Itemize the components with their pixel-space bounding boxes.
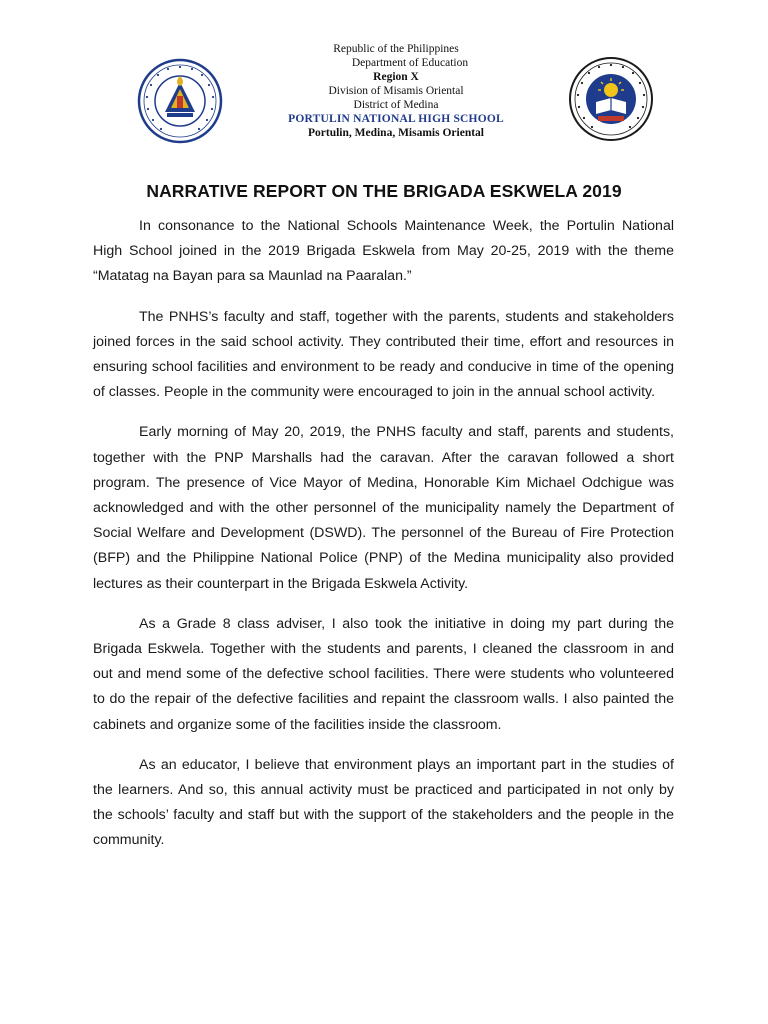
report-body bbox=[93, 214, 674, 869]
paragraph-2: The PNHS’s faculty and staff, together with the parents, students and stakeholders joined forces in the said school activity. They contributed their time, effort and resources in ensuring school facilities and environment to be ready and conducive in time of the opening of classes. People in the community were encouraged to join in the annual school activity. bbox=[93, 308, 674, 401]
deped-seal-graphic bbox=[568, 56, 654, 142]
school-seal-icon bbox=[137, 58, 223, 144]
header-republic: Republic of the Philippines bbox=[333, 43, 459, 55]
header-school-address: Portulin, Medina, Misamis Oriental bbox=[307, 127, 484, 139]
letterhead-text bbox=[234, 42, 558, 140]
paragraph-5: As an educator, I believe that environment plays an important part in the studies of the learners. And so, this annual activity must be practiced and participated in not only by the schools’ faculty and staff but with the support of the stakeholders and the people in the community. bbox=[93, 756, 674, 849]
deped-seal-icon bbox=[568, 56, 654, 142]
header-department: Department of Education bbox=[351, 57, 469, 69]
paragraph-4: As a Grade 8 class adviser, I also took the initiative in doing my part during the Brigada Eskwela. Together with the students and parents, I cleaned the classroom in and out and mend some of the defective school facilities. There were students who volunteered to do the repair of the defective facilities and repaint the classroom walls. I also painted the cabinets and organize some of the facilities inside the classroom. bbox=[93, 615, 674, 733]
letterhead bbox=[0, 42, 768, 152]
header-school-name: PORTULIN NATIONAL HIGH SCHOOL bbox=[288, 113, 504, 125]
school-seal-graphic bbox=[137, 58, 223, 144]
report-title: NARRATIVE REPORT ON THE BRIGADA ESKWELA 2019 bbox=[146, 181, 622, 201]
header-region: Region X bbox=[373, 71, 419, 83]
header-district: District of Medina bbox=[353, 99, 439, 111]
header-division: Division of Misamis Oriental bbox=[328, 85, 464, 97]
paragraph-3: Early morning of May 20, 2019, the PNHS faculty and staff, parents and students, together with the PNP Marshalls had the caravan. After the caravan followed a short program. The presence of Vice Mayor of Medina, Honorable Kim Michael Odchigue was acknowledged and with the other personnel of the municipality namely the Department of Social Welfare and Development (DSWD). The personnel of the Bureau of Fire Protection (BFP) and the Philippine National Police (PNP) of the Medina municipality also provided lectures as their counterpart in the Brigada Eskwela Activity. bbox=[93, 424, 674, 592]
paragraph-1: In consonance to the National Schools Maintenance Week, the Portulin National High School joined in the 2019 Brigada Eskwela from May 20-25, 2019 with the theme “Matatag na Bayan para sa Maunlad na Paaralan.” bbox=[93, 218, 674, 285]
